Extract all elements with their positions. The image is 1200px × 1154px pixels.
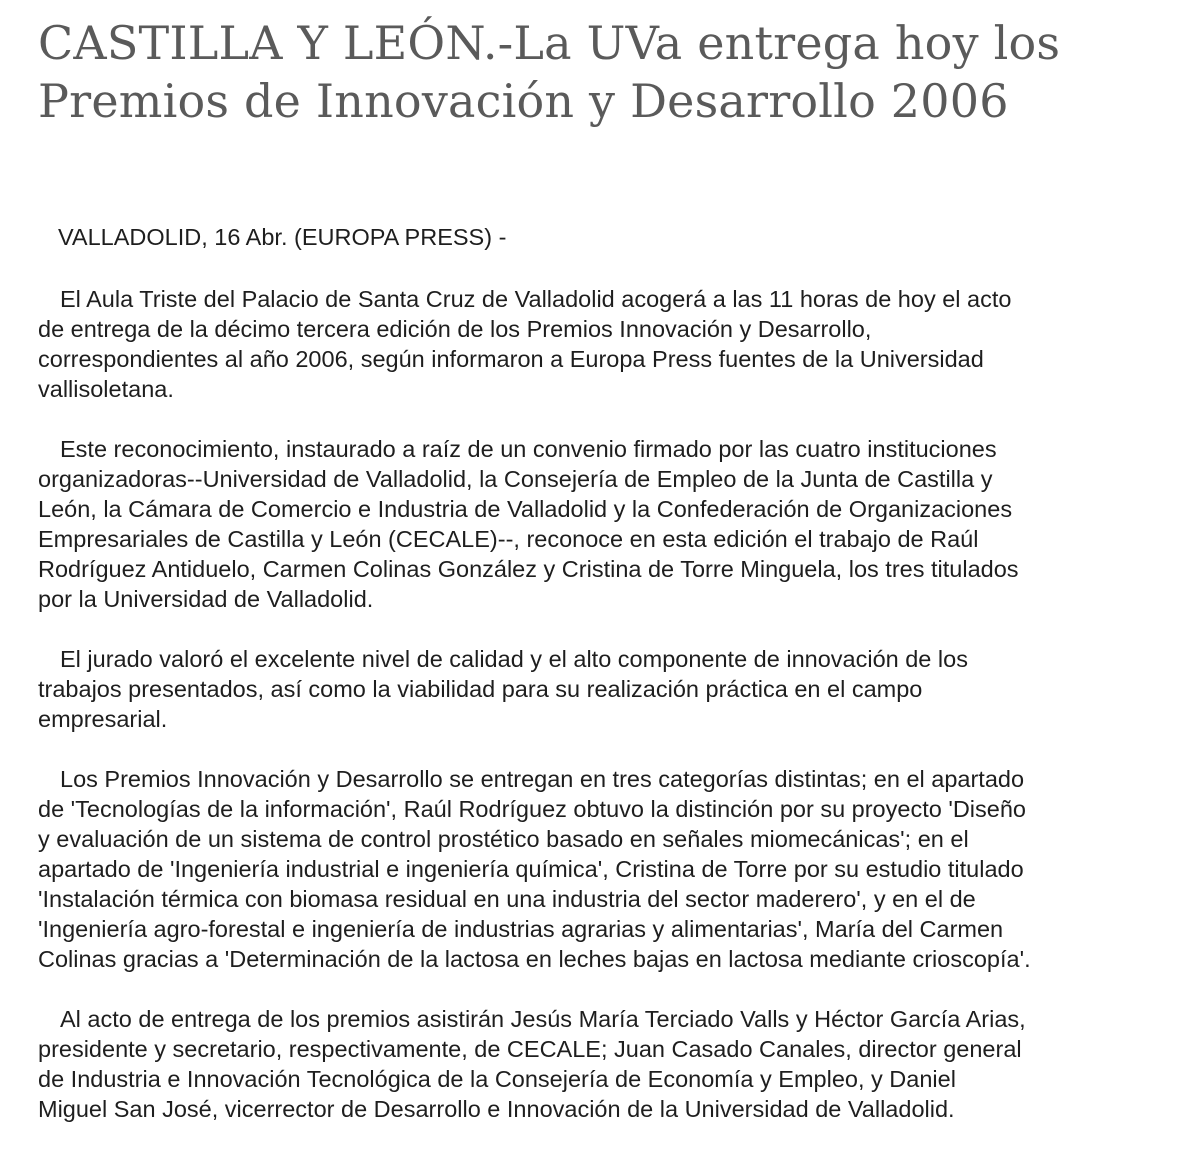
paragraph-line: Al acto de entrega de los premios asistirán Jesús María Terciado Valls y Héctor García Arias, (60, 1006, 1026, 1032)
paragraph-line: organizadoras--Universidad de Valladolid, la Consejería de Empleo de la Junta de Castilla y (38, 466, 993, 492)
paragraph-line: correspondientes al año 2006, según informaron a Europa Press fuentes de la Universidad (38, 346, 984, 372)
paragraph-line: Empresariales de Castilla y León (CECALE)--, reconoce en esta edición el trabajo de Raúl (38, 526, 979, 552)
paragraph-1 (38, 284, 1198, 404)
paragraph-line: Los Premios Innovación y Desarrollo se entregan en tres categorías distintas; en el apartado (60, 766, 1025, 792)
paragraph-line: Este reconocimiento, instaurado a raíz de un convenio firmado por las cuatro instituciones (60, 436, 997, 462)
paragraph-line: de Industria e Innovación Tecnológica de la Consejería de Economía y Empleo, y Daniel (38, 1066, 956, 1092)
paragraph-line: de 'Tecnologías de la información', Raúl Rodríguez obtuvo la distinción por su proyecto 'Diseño (38, 796, 1026, 822)
paragraph-line: de entrega de la décimo tercera edición de los Premios Innovación y Desarrollo, (38, 316, 872, 342)
article-dateline: VALLADOLID, 16 Abr. (EUROPA PRESS) - (58, 224, 507, 250)
paragraph-line: Colinas gracias a 'Determinación de la lactosa en leches bajas en lactosa mediante crioscopía'. (38, 946, 1031, 972)
paragraph-line: apartado de 'Ingeniería industrial e ingeniería química', Cristina de Torre por su estudio titulado (38, 856, 1024, 882)
article-body (38, 222, 1198, 1154)
paragraph-line: empresarial. (38, 706, 168, 732)
paragraph-line: El jurado valoró el excelente nivel de calidad y el alto componente de innovación de los (60, 646, 968, 672)
paragraph-line: Rodríguez Antiduelo, Carmen Colinas González y Cristina de Torre Minguela, los tres titulados (38, 556, 1019, 582)
paragraph-line: y evaluación de un sistema de control prostético basado en señales miomecánicas'; en el (38, 826, 969, 852)
headline-line-2: Premios de Innovación y Desarrollo 2006 (38, 74, 1009, 128)
paragraph-2 (38, 434, 1198, 614)
paragraph-line: por la Universidad de Valladolid. (38, 586, 374, 612)
paragraph-line: presidente y secretario, respectivamente, de CECALE; Juan Casado Canales, director general (38, 1036, 1022, 1062)
paragraph-line: trabajos presentados, así como la viabilidad para su realización práctica en el campo (38, 676, 923, 702)
paragraph-line: León, la Cámara de Comercio e Industria de Valladolid y la Confederación de Organizaciones (38, 496, 1013, 522)
paragraph-line: Miguel San José, vicerrector de Desarrollo e Innovación de la Universidad de Valladolid. (38, 1096, 955, 1122)
paragraph-5 (38, 1004, 1198, 1124)
paragraph-line: 'Instalación térmica con biomasa residual en una industria del sector maderero', y en el de (38, 886, 976, 912)
paragraph-4 (38, 764, 1198, 974)
paragraph-line: El Aula Triste del Palacio de Santa Cruz de Valladolid acogerá a las 11 horas de hoy el acto (60, 286, 1012, 312)
paragraph-3 (38, 644, 1198, 734)
headline-line-1: CASTILLA Y LEÓN.-La UVa entrega hoy los (38, 16, 1061, 70)
paragraph-line: vallisoletana. (38, 376, 174, 402)
article-headline (38, 14, 1188, 130)
paragraph-line: 'Ingeniería agro-forestal e ingeniería de industrias agrarias y alimentarias', María del Carmen (38, 916, 1004, 942)
